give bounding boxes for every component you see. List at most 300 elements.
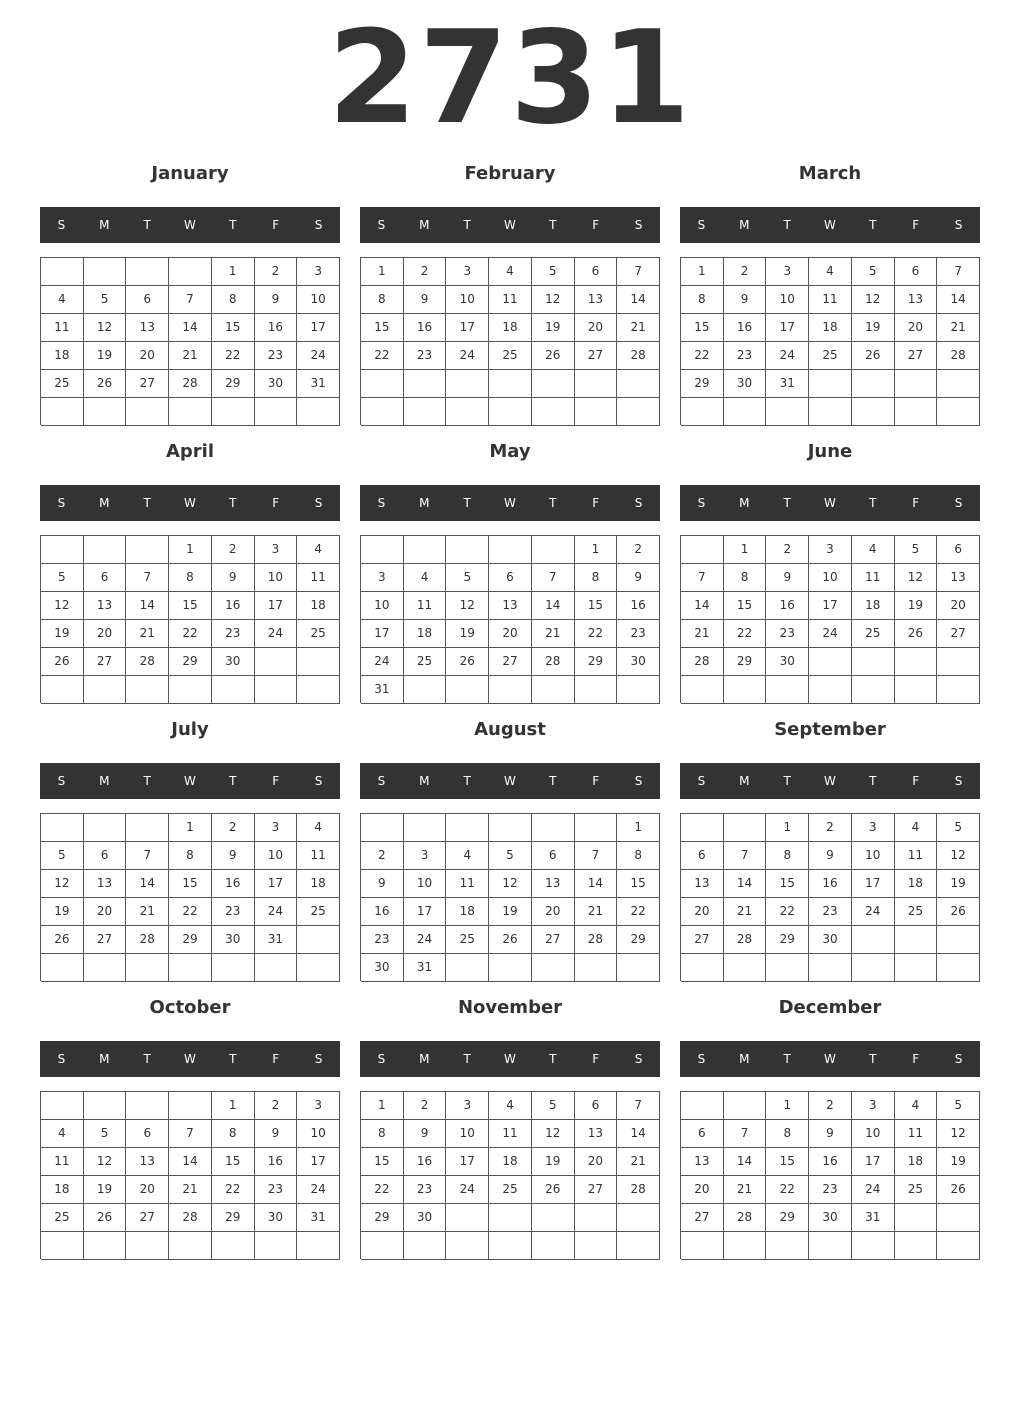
empty-day-cell: [446, 814, 489, 842]
day-cell: 4: [895, 814, 938, 842]
weekday-header: [40, 207, 340, 243]
day-cell: 19: [489, 898, 532, 926]
day-cell: 3: [361, 564, 404, 592]
day-cell: 10: [766, 286, 809, 314]
day-cell: 16: [255, 314, 298, 342]
weekday-label: T: [869, 1052, 877, 1066]
day-cell: 19: [532, 314, 575, 342]
weekday-header: [360, 207, 660, 243]
day-cell: 15: [766, 870, 809, 898]
day-cell: 19: [852, 314, 895, 342]
day-cell: 18: [809, 314, 852, 342]
weekday-label: S: [954, 496, 963, 510]
empty-day-cell: [681, 954, 724, 982]
weekday-label: M: [419, 218, 430, 232]
day-cell: 9: [361, 870, 404, 898]
day-cell: 23: [724, 342, 767, 370]
day-cell: 30: [766, 648, 809, 676]
empty-day-cell: [404, 398, 447, 426]
day-cell: 29: [212, 1204, 255, 1232]
empty-day-cell: [404, 1232, 447, 1260]
day-cell: 7: [724, 1120, 767, 1148]
day-cell: 31: [255, 926, 298, 954]
day-cell: 25: [489, 1176, 532, 1204]
weekday-label: T: [783, 774, 791, 788]
day-cell: 21: [617, 314, 660, 342]
weekday-label: F: [272, 218, 280, 232]
day-cell: 21: [681, 620, 724, 648]
day-cell: 23: [255, 342, 298, 370]
empty-day-cell: [297, 926, 340, 954]
empty-day-cell: [297, 1232, 340, 1260]
empty-day-cell: [489, 1204, 532, 1232]
empty-day-cell: [937, 954, 980, 982]
month-may: [360, 436, 660, 714]
day-cell: 11: [852, 564, 895, 592]
month-march: [680, 158, 980, 436]
day-cell: 30: [255, 1204, 298, 1232]
day-cell: 12: [84, 314, 127, 342]
day-cell: 23: [404, 1176, 447, 1204]
weekday-label: F: [272, 496, 280, 510]
empty-day-cell: [895, 398, 938, 426]
day-cell: 16: [617, 592, 660, 620]
empty-day-cell: [212, 398, 255, 426]
weekday-label: S: [314, 496, 323, 510]
day-cell: 16: [404, 1148, 447, 1176]
weekday-label: M: [419, 1052, 430, 1066]
day-cell: 7: [617, 1092, 660, 1120]
day-cell: 17: [297, 314, 340, 342]
empty-day-cell: [532, 370, 575, 398]
weekday-label: F: [272, 774, 280, 788]
empty-day-cell: [809, 398, 852, 426]
day-cell: 7: [575, 842, 618, 870]
day-cell: 16: [724, 314, 767, 342]
empty-day-cell: [895, 648, 938, 676]
day-cell: 5: [895, 536, 938, 564]
day-grid: [40, 813, 340, 981]
month-name: April: [165, 441, 215, 462]
day-cell: 25: [852, 620, 895, 648]
day-cell: 9: [766, 564, 809, 592]
empty-day-cell: [809, 954, 852, 982]
day-cell: 3: [446, 258, 489, 286]
day-cell: 15: [575, 592, 618, 620]
day-cell: 2: [617, 536, 660, 564]
empty-day-cell: [489, 814, 532, 842]
day-cell: 26: [84, 370, 127, 398]
day-cell: 10: [297, 1120, 340, 1148]
empty-day-cell: [617, 398, 660, 426]
day-cell: 10: [361, 592, 404, 620]
day-cell: 17: [852, 1148, 895, 1176]
day-cell: 4: [446, 842, 489, 870]
day-cell: 14: [937, 286, 980, 314]
weekday-label: S: [697, 774, 706, 788]
day-cell: 23: [361, 926, 404, 954]
month-name: January: [151, 163, 229, 184]
day-cell: 30: [361, 954, 404, 982]
day-cell: 15: [169, 870, 212, 898]
day-cell: 31: [404, 954, 447, 982]
day-cell: 14: [169, 1148, 212, 1176]
weekday-label: S: [377, 496, 386, 510]
empty-day-cell: [126, 1232, 169, 1260]
day-cell: 10: [446, 286, 489, 314]
day-cell: 20: [532, 898, 575, 926]
day-cell: 30: [255, 370, 298, 398]
day-cell: 11: [41, 314, 84, 342]
day-cell: 28: [169, 1204, 212, 1232]
day-cell: 1: [361, 258, 404, 286]
day-cell: 26: [937, 898, 980, 926]
day-cell: 7: [724, 842, 767, 870]
day-cell: 28: [575, 926, 618, 954]
empty-day-cell: [446, 398, 489, 426]
day-cell: 12: [41, 592, 84, 620]
day-cell: 13: [126, 1148, 169, 1176]
day-cell: 6: [575, 1092, 618, 1120]
weekday-label: T: [549, 1052, 557, 1066]
empty-day-cell: [617, 954, 660, 982]
day-cell: 15: [617, 870, 660, 898]
weekday-label: T: [143, 774, 151, 788]
day-cell: 21: [575, 898, 618, 926]
day-cell: 19: [446, 620, 489, 648]
day-cell: 28: [169, 370, 212, 398]
empty-day-cell: [297, 954, 340, 982]
weekday-label: S: [954, 774, 963, 788]
day-cell: 17: [255, 592, 298, 620]
day-cell: 12: [41, 870, 84, 898]
day-cell: 23: [617, 620, 660, 648]
weekday-label: S: [634, 218, 643, 232]
empty-day-cell: [169, 1092, 212, 1120]
day-cell: 21: [532, 620, 575, 648]
day-cell: 23: [809, 1176, 852, 1204]
day-cell: 3: [852, 814, 895, 842]
day-cell: 12: [489, 870, 532, 898]
day-cell: 10: [255, 564, 298, 592]
day-cell: 14: [617, 1120, 660, 1148]
day-cell: 22: [169, 898, 212, 926]
day-cell: 7: [681, 564, 724, 592]
day-cell: 24: [255, 620, 298, 648]
empty-day-cell: [575, 370, 618, 398]
day-cell: 6: [126, 1120, 169, 1148]
day-grid: [40, 535, 340, 703]
day-cell: 7: [169, 1120, 212, 1148]
month-december: [680, 992, 980, 1270]
weekday-label: S: [57, 218, 66, 232]
empty-day-cell: [937, 648, 980, 676]
empty-day-cell: [361, 1232, 404, 1260]
day-cell: 25: [809, 342, 852, 370]
day-cell: 16: [404, 314, 447, 342]
empty-day-cell: [617, 1204, 660, 1232]
empty-day-cell: [681, 398, 724, 426]
empty-day-cell: [84, 676, 127, 704]
empty-day-cell: [937, 926, 980, 954]
empty-day-cell: [852, 370, 895, 398]
weekday-header: [680, 207, 980, 243]
day-cell: 29: [617, 926, 660, 954]
empty-day-cell: [532, 954, 575, 982]
day-cell: 14: [532, 592, 575, 620]
day-cell: 17: [852, 870, 895, 898]
day-cell: 30: [212, 926, 255, 954]
weekday-header: [680, 1041, 980, 1077]
weekday-header: [680, 485, 980, 521]
day-cell: 5: [852, 258, 895, 286]
day-cell: 9: [617, 564, 660, 592]
weekday-label: T: [463, 774, 471, 788]
month-april: [40, 436, 340, 714]
weekday-label: W: [504, 774, 516, 788]
empty-day-cell: [255, 1232, 298, 1260]
day-cell: 20: [84, 898, 127, 926]
day-cell: 3: [297, 258, 340, 286]
weekday-label: S: [954, 218, 963, 232]
day-cell: 6: [895, 258, 938, 286]
day-cell: 22: [361, 342, 404, 370]
empty-day-cell: [852, 676, 895, 704]
day-cell: 4: [895, 1092, 938, 1120]
day-cell: 29: [169, 926, 212, 954]
day-cell: 5: [937, 814, 980, 842]
weekday-label: W: [184, 496, 196, 510]
day-cell: 28: [724, 926, 767, 954]
day-cell: 13: [895, 286, 938, 314]
weekday-label: T: [549, 774, 557, 788]
day-cell: 31: [766, 370, 809, 398]
day-cell: 29: [575, 648, 618, 676]
day-cell: 9: [255, 286, 298, 314]
day-cell: 17: [361, 620, 404, 648]
empty-day-cell: [41, 954, 84, 982]
day-cell: 19: [41, 898, 84, 926]
empty-day-cell: [617, 1232, 660, 1260]
empty-day-cell: [937, 1204, 980, 1232]
month-name: February: [464, 163, 556, 184]
empty-day-cell: [446, 676, 489, 704]
weekday-label: S: [377, 774, 386, 788]
weekday-label: M: [99, 496, 110, 510]
day-cell: 23: [212, 898, 255, 926]
day-cell: 2: [255, 1092, 298, 1120]
day-cell: 17: [255, 870, 298, 898]
empty-day-cell: [361, 814, 404, 842]
day-cell: 8: [681, 286, 724, 314]
weekday-label: M: [739, 1052, 750, 1066]
weekday-label: S: [697, 496, 706, 510]
empty-day-cell: [681, 1232, 724, 1260]
day-cell: 13: [937, 564, 980, 592]
day-cell: 23: [212, 620, 255, 648]
day-cell: 14: [575, 870, 618, 898]
day-cell: 3: [446, 1092, 489, 1120]
day-cell: 8: [361, 1120, 404, 1148]
day-cell: 6: [126, 286, 169, 314]
day-cell: 21: [724, 898, 767, 926]
day-cell: 13: [575, 286, 618, 314]
day-cell: 11: [41, 1148, 84, 1176]
empty-day-cell: [852, 954, 895, 982]
empty-day-cell: [766, 676, 809, 704]
day-cell: 26: [937, 1176, 980, 1204]
day-cell: 20: [575, 314, 618, 342]
day-cell: 6: [575, 258, 618, 286]
day-cell: 2: [255, 258, 298, 286]
day-cell: 18: [297, 592, 340, 620]
day-cell: 13: [489, 592, 532, 620]
weekday-header: [40, 1041, 340, 1077]
day-cell: 13: [575, 1120, 618, 1148]
empty-day-cell: [446, 954, 489, 982]
empty-day-cell: [766, 1232, 809, 1260]
empty-day-cell: [575, 1232, 618, 1260]
day-cell: 1: [361, 1092, 404, 1120]
day-cell: 26: [41, 926, 84, 954]
day-cell: 9: [212, 842, 255, 870]
weekday-label: M: [739, 774, 750, 788]
weekday-label: T: [869, 774, 877, 788]
month-name: August: [474, 719, 546, 740]
day-cell: 12: [852, 286, 895, 314]
day-cell: 12: [937, 842, 980, 870]
day-cell: 7: [169, 286, 212, 314]
day-cell: 20: [681, 898, 724, 926]
empty-day-cell: [852, 1232, 895, 1260]
day-cell: 4: [489, 258, 532, 286]
day-cell: 13: [681, 1148, 724, 1176]
day-grid: [360, 535, 660, 703]
empty-day-cell: [724, 814, 767, 842]
day-cell: 1: [766, 814, 809, 842]
day-cell: 25: [297, 620, 340, 648]
day-cell: 10: [852, 842, 895, 870]
day-cell: 19: [937, 870, 980, 898]
empty-day-cell: [681, 676, 724, 704]
empty-day-cell: [895, 1232, 938, 1260]
month-august: [360, 714, 660, 992]
day-cell: 20: [895, 314, 938, 342]
weekday-label: W: [504, 218, 516, 232]
day-cell: 11: [297, 564, 340, 592]
day-cell: 21: [126, 898, 169, 926]
day-grid: [360, 813, 660, 981]
day-cell: 28: [937, 342, 980, 370]
empty-day-cell: [126, 954, 169, 982]
empty-day-cell: [361, 536, 404, 564]
day-cell: 8: [212, 1120, 255, 1148]
day-cell: 21: [617, 1148, 660, 1176]
day-cell: 11: [895, 842, 938, 870]
day-cell: 11: [404, 592, 447, 620]
month-name: May: [489, 441, 531, 462]
day-cell: 6: [84, 842, 127, 870]
weekday-label: S: [634, 1052, 643, 1066]
empty-day-cell: [489, 536, 532, 564]
day-cell: 20: [937, 592, 980, 620]
day-cell: 5: [937, 1092, 980, 1120]
day-cell: 3: [809, 536, 852, 564]
day-cell: 27: [84, 926, 127, 954]
day-cell: 20: [84, 620, 127, 648]
day-cell: 30: [617, 648, 660, 676]
day-cell: 23: [255, 1176, 298, 1204]
empty-day-cell: [724, 676, 767, 704]
weekday-label: T: [229, 1052, 237, 1066]
day-cell: 21: [169, 342, 212, 370]
day-cell: 19: [532, 1148, 575, 1176]
day-cell: 18: [489, 314, 532, 342]
day-cell: 14: [617, 286, 660, 314]
empty-day-cell: [446, 1204, 489, 1232]
day-cell: 13: [126, 314, 169, 342]
month-january: [40, 158, 340, 436]
day-cell: 16: [255, 1148, 298, 1176]
month-name: December: [778, 997, 882, 1018]
day-cell: 5: [446, 564, 489, 592]
empty-day-cell: [532, 814, 575, 842]
empty-day-cell: [446, 1232, 489, 1260]
day-cell: 7: [126, 842, 169, 870]
day-cell: 25: [895, 1176, 938, 1204]
day-cell: 4: [852, 536, 895, 564]
weekday-label: T: [783, 1052, 791, 1066]
empty-day-cell: [126, 1092, 169, 1120]
weekday-label: W: [504, 496, 516, 510]
weekday-label: S: [314, 774, 323, 788]
year-title: 2731: [327, 4, 693, 153]
day-cell: 22: [575, 620, 618, 648]
day-cell: 26: [41, 648, 84, 676]
day-cell: 18: [895, 1148, 938, 1176]
weekday-label: W: [184, 774, 196, 788]
day-cell: 25: [41, 1204, 84, 1232]
weekday-label: S: [57, 1052, 66, 1066]
day-cell: 11: [895, 1120, 938, 1148]
day-cell: 10: [297, 286, 340, 314]
month-name: July: [171, 719, 209, 740]
month-november: [360, 992, 660, 1270]
day-cell: 28: [724, 1204, 767, 1232]
day-grid: [360, 1091, 660, 1259]
day-cell: 16: [809, 1148, 852, 1176]
day-cell: 24: [809, 620, 852, 648]
day-cell: 2: [212, 814, 255, 842]
day-cell: 15: [361, 314, 404, 342]
day-grid: [40, 257, 340, 425]
empty-day-cell: [404, 676, 447, 704]
day-cell: 3: [404, 842, 447, 870]
weekday-label: F: [592, 496, 600, 510]
day-cell: 2: [766, 536, 809, 564]
weekday-label: W: [824, 1052, 836, 1066]
empty-day-cell: [84, 258, 127, 286]
day-cell: 27: [681, 926, 724, 954]
day-cell: 28: [617, 1176, 660, 1204]
empty-day-cell: [852, 398, 895, 426]
day-cell: 21: [126, 620, 169, 648]
empty-day-cell: [809, 676, 852, 704]
day-cell: 18: [489, 1148, 532, 1176]
day-cell: 22: [361, 1176, 404, 1204]
weekday-label: F: [592, 1052, 600, 1066]
empty-day-cell: [532, 1232, 575, 1260]
